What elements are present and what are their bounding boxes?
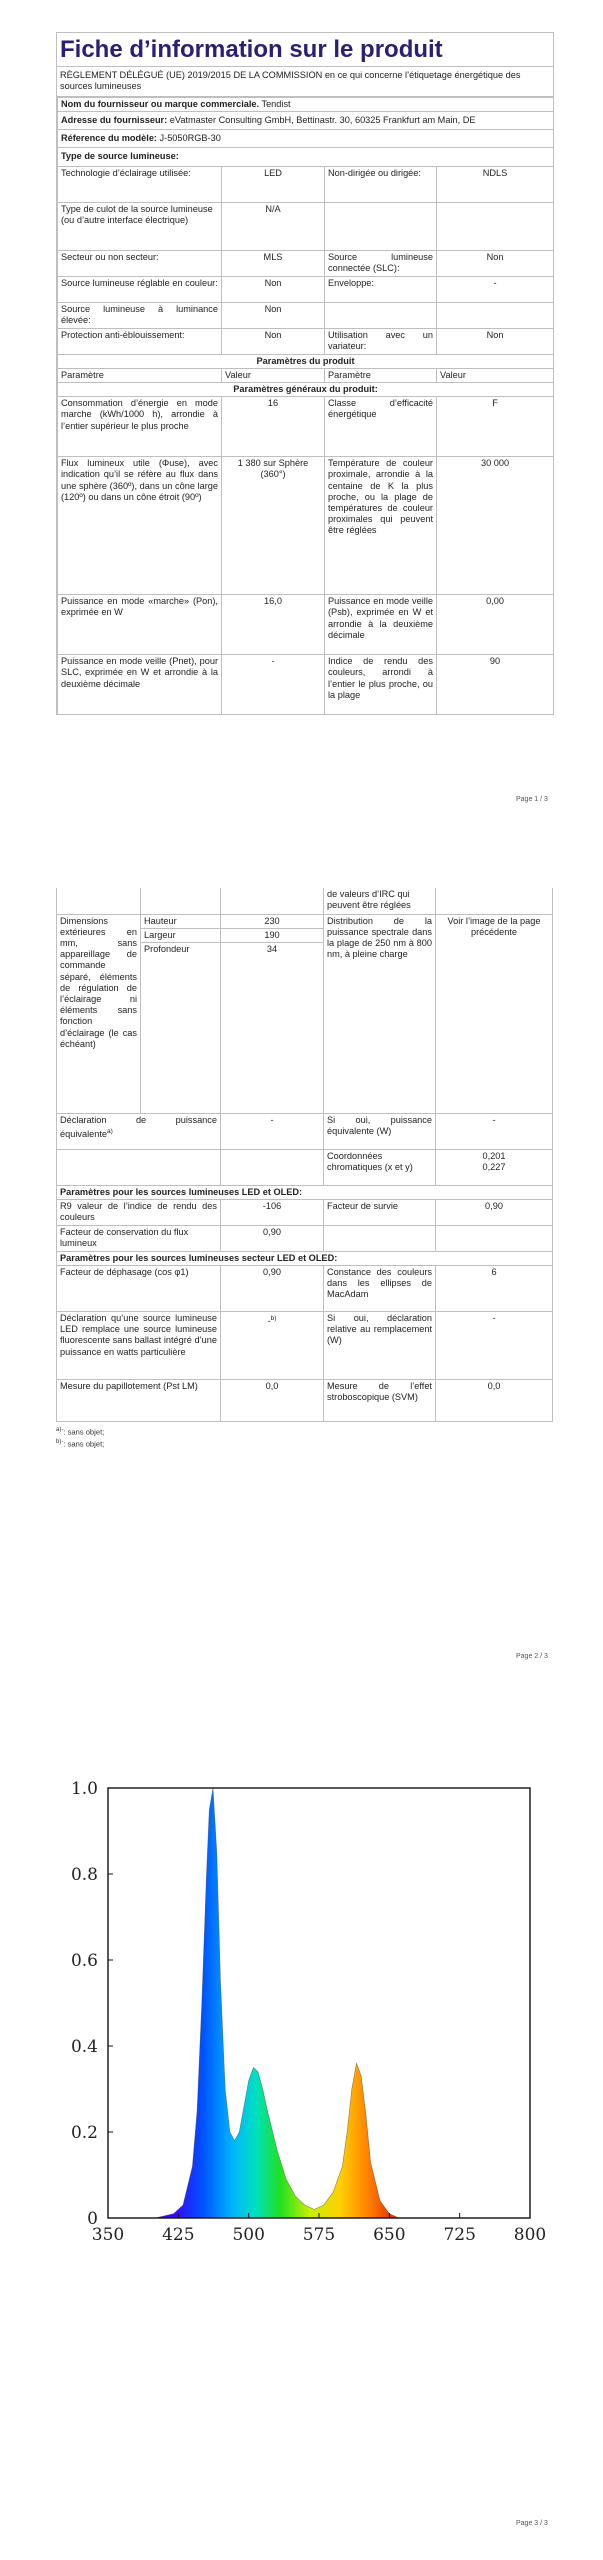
lumen-row — [57, 1225, 553, 1251]
dims-label: Dimensions extérieures en mm, sans appareillage de commande séparé, éléments de régulation de l’éclairage ni éléments sans fonction d’éclairage (le cas échéant) — [57, 914, 141, 1113]
model-row — [58, 130, 554, 148]
y-tick-label: 0.2 — [70, 2123, 98, 2143]
general-param: Puissance en mode «marche» (Pon), exprimée en W — [58, 595, 222, 655]
r9-label: R9 valeur de l’indice de rendu des couleurs — [57, 1199, 221, 1225]
y-tick-label: 1.0 — [70, 1779, 98, 1799]
supplier-value: Tendist — [261, 98, 291, 109]
footnote-a — [56, 1425, 552, 1438]
dim-name: Hauteur — [141, 914, 221, 928]
general-param: Puissance en mode veille (Pnet), pour SLC, exprimée en W et arrondie à la deuxième décimale — [58, 655, 222, 715]
general-value: - — [222, 655, 325, 715]
info-table — [57, 97, 554, 715]
replace-value — [221, 1311, 324, 1379]
dim-value: 34 — [221, 942, 324, 1113]
chroma-row — [57, 1149, 553, 1185]
col-param: Paramètre — [325, 368, 437, 382]
source-param: Type de culot de la source lumineuse (ou d’autre interface électrique) — [58, 202, 222, 250]
source-row — [58, 202, 554, 250]
source-row — [58, 328, 554, 354]
general-header-row — [58, 383, 554, 397]
page-title: Fiche d’information sur le produit — [57, 33, 553, 67]
equiv-value: - — [221, 1113, 324, 1149]
source-param: Secteur ou non secteur: — [58, 250, 222, 276]
replace-label: Déclaration qu’une source lumineuse LED remplace une source lumineuse fluorescente sans ballast intégré d’une puissance en watts particulière — [57, 1311, 221, 1379]
x-tick-label: 800 — [513, 2225, 547, 2245]
replace-row — [57, 1311, 553, 1379]
source-param: Source lumineuse connectée (SLC): — [325, 250, 437, 276]
macadam-label: Constance des couleurs dans les ellipses de MacAdam — [324, 1265, 436, 1311]
source-row — [58, 302, 554, 328]
general-row — [58, 397, 554, 457]
general-row — [58, 655, 554, 715]
x-tick-label: 425 — [162, 2225, 195, 2245]
address-value: eVatmaster Consulting GmbH, Bettinastr. 30, 60325 Frankfurt am Main, DE — [169, 115, 476, 126]
spectrum-area — [108, 1788, 530, 2218]
info-sheet-continued — [56, 888, 552, 1450]
general-param: Classe d’efficacité énergétique — [325, 397, 437, 457]
survival-label: Facteur de survie — [324, 1199, 436, 1225]
general-param: Puissance en mode veille (Psb), exprimée en W et arrondie à la deuxième décimale — [325, 595, 437, 655]
y-tick-label: 0.6 — [70, 1951, 98, 1971]
params-header: Paramètres du produit — [58, 354, 554, 368]
regulation-text: RÈGLEMENT DÉLÉGUÉ (UE) 2019/2015 DE LA COMMISSION en ce qui concerne l’étiquetage énergétique des sources lumineuses — [57, 67, 553, 97]
x-tick-label: 500 — [232, 2225, 265, 2245]
source-value: Non — [437, 250, 554, 276]
equiv-power-value: - — [436, 1113, 553, 1149]
column-header-row — [58, 368, 554, 382]
source-value: Non — [222, 276, 325, 302]
page-3 — [0, 1740, 603, 2560]
source-value: MLS — [222, 250, 325, 276]
page-1 — [0, 0, 603, 830]
plot-frame — [108, 1788, 530, 2218]
address-row — [58, 112, 554, 130]
source-value: N/A — [222, 202, 325, 250]
spectral-label: Distribution de la puissance spectrale dans la plage de 250 nm à 800 nm, à pleine charge — [324, 914, 436, 1113]
dim-value: 230 — [221, 914, 324, 928]
page-2 — [0, 888, 603, 1678]
col-param: Paramètre — [58, 368, 222, 382]
y-tick-label: 0.8 — [70, 1865, 98, 1885]
dim-name: Largeur — [141, 928, 221, 942]
replace-footnote-mark: b) — [270, 1314, 277, 1322]
cri-cont-text: de valeurs d’IRC qui peuvent être réglées — [324, 888, 436, 914]
address-label: Adresse du fournisseur: — [61, 115, 168, 126]
equiv-footnote-mark: a) — [107, 1127, 113, 1135]
phase-label: Facteur de déphasage (cos φ1) — [57, 1265, 221, 1311]
x-tick-label: 725 — [443, 2225, 476, 2245]
strobo-label: Mesure de l’effet stroboscopique (SVM) — [324, 1379, 436, 1421]
led-header: Paramètres pour les sources lumineuses LED et OLED: — [57, 1185, 553, 1199]
general-header: Paramètres généraux du produit: — [58, 383, 554, 397]
source-param: Enveloppe: — [325, 276, 437, 302]
general-value: 90 — [437, 655, 554, 715]
chroma-label: Coordonnées chromatiques (x et y) — [324, 1149, 436, 1185]
spectrum-line — [108, 1788, 530, 2218]
y-tick-label: 0.4 — [70, 2037, 98, 2057]
supplier-row — [58, 97, 554, 111]
strobo-value: 0,0 — [436, 1379, 553, 1421]
source-value: - — [437, 276, 554, 302]
model-label: Réference du modèle: — [61, 133, 157, 144]
general-row — [58, 595, 554, 655]
general-param: Flux lumineux utile (Φuse), avec indication qu’il se réfère au flux dans une sphère (360º), dans un cône large (120º) ou dans un cône étroit (90º) — [58, 457, 222, 595]
chroma-x: 0,201 — [482, 1150, 506, 1161]
model-value: J-5050RGB-30 — [159, 133, 221, 144]
col-value: Valeur — [222, 368, 325, 382]
params-header-row — [58, 354, 554, 368]
led-header-row — [57, 1185, 553, 1199]
equiv-power-label: Si oui, puissance équivalente (W) — [324, 1113, 436, 1149]
source-type-header: Type de source lumineuse: — [58, 148, 554, 166]
source-param: Non-dirigée ou dirigée: — [325, 166, 437, 202]
source-param — [325, 202, 437, 250]
source-param: Technologie d’éclairage utilisée: — [58, 166, 222, 202]
source-value: Non — [222, 328, 325, 354]
lumen-label: Facteur de conservation du flux lumineux — [57, 1225, 221, 1251]
page-number: Page 1 / 3 — [516, 796, 548, 803]
flicker-value: 0,0 — [221, 1379, 324, 1421]
general-value: 16,0 — [222, 595, 325, 655]
y-tick-label: 0 — [87, 2209, 98, 2229]
general-value: 1 380 sur Sphère (360°) — [222, 457, 325, 595]
general-row — [58, 457, 554, 595]
source-row — [58, 166, 554, 202]
r9-row — [57, 1199, 553, 1225]
source-type-header-row — [58, 148, 554, 166]
flicker-row — [57, 1379, 553, 1421]
footnote-a-mark: a)- — [56, 1426, 64, 1433]
equiv-label-text: Déclaration de puissance équivalente — [60, 1114, 217, 1139]
col-value: Valeur — [437, 368, 554, 382]
flicker-label: Mesure du papillotement (Pst LM) — [57, 1379, 221, 1421]
page-number: Page 2 / 3 — [516, 1653, 548, 1660]
source-value: Non — [222, 302, 325, 328]
replace-w-value: - — [436, 1311, 553, 1379]
footnote-b-mark: b)- — [56, 1439, 64, 1446]
dim-name: Profondeur — [141, 942, 221, 1113]
footnote-b — [56, 1437, 552, 1450]
spectral-value: Voir l’image de la page précédente — [436, 914, 553, 1113]
dim-value: 190 — [221, 928, 324, 942]
source-value: Non — [437, 328, 554, 354]
supplier-label: Nom du fournisseur ou marque commerciale. — [61, 98, 260, 109]
source-param: Protection anti-éblouissement: — [58, 328, 222, 354]
macadam-value: 6 — [436, 1265, 553, 1311]
footnote-b-text: : sans objet; — [63, 1439, 105, 1449]
chroma-values — [436, 1149, 553, 1185]
info-sheet — [56, 32, 554, 715]
mains-header-row — [57, 1251, 553, 1265]
r9-value: -106 — [221, 1199, 324, 1225]
cri-cont-row — [57, 888, 553, 914]
source-row — [58, 276, 554, 302]
phase-row — [57, 1265, 553, 1311]
survival-value: 0,90 — [436, 1199, 553, 1225]
lumen-value: 0,90 — [221, 1225, 324, 1251]
source-param: Utilisation avec un variateur: — [325, 328, 437, 354]
page-number: Page 3 / 3 — [516, 2520, 548, 2527]
x-tick-label: 575 — [302, 2225, 336, 2245]
source-value: NDLS — [437, 166, 554, 202]
mains-header: Paramètres pour les sources lumineuses secteur LED et OLED: — [57, 1251, 553, 1265]
source-value: LED — [222, 166, 325, 202]
general-param: Consommation d’énergie en mode marche (kWh/1000 h), arrondie à l’entier supérieur le plus proche — [58, 397, 222, 457]
replace-w-label: Si oui, déclaration relative au remplacement (W) — [324, 1311, 436, 1379]
general-param: Température de couleur proximale, arrondie à la centaine de K la plus proche, ou la plage de températures de couleur proximales qui peuvent être réglées — [325, 457, 437, 595]
replace-value-text: - — [267, 1315, 271, 1326]
footnote-a-text: : sans objet; — [63, 1427, 105, 1437]
general-value: 30 000 — [437, 457, 554, 595]
phase-value: 0,90 — [221, 1265, 324, 1311]
x-tick-label: 350 — [91, 2225, 125, 2245]
dims-row — [57, 914, 553, 928]
equiv-row — [57, 1113, 553, 1149]
general-value: 16 — [222, 397, 325, 457]
source-param: Source lumineuse à luminance élevée: — [58, 302, 222, 328]
general-param: Indice de rendu des couleurs, arrondi à l’entier le plus proche, ou la plage — [325, 655, 437, 715]
spectral-chart — [0, 1740, 603, 2260]
info-table-continued — [56, 888, 553, 1422]
source-value — [437, 302, 554, 328]
source-row — [58, 250, 554, 276]
general-value: 0,00 — [437, 595, 554, 655]
source-param: Source lumineuse réglable en couleur: — [58, 276, 222, 302]
general-value: F — [437, 397, 554, 457]
equiv-label — [57, 1113, 221, 1149]
x-tick-label: 650 — [373, 2225, 406, 2245]
source-param — [325, 302, 437, 328]
source-value — [437, 202, 554, 250]
chroma-y: 0,227 — [482, 1161, 506, 1172]
